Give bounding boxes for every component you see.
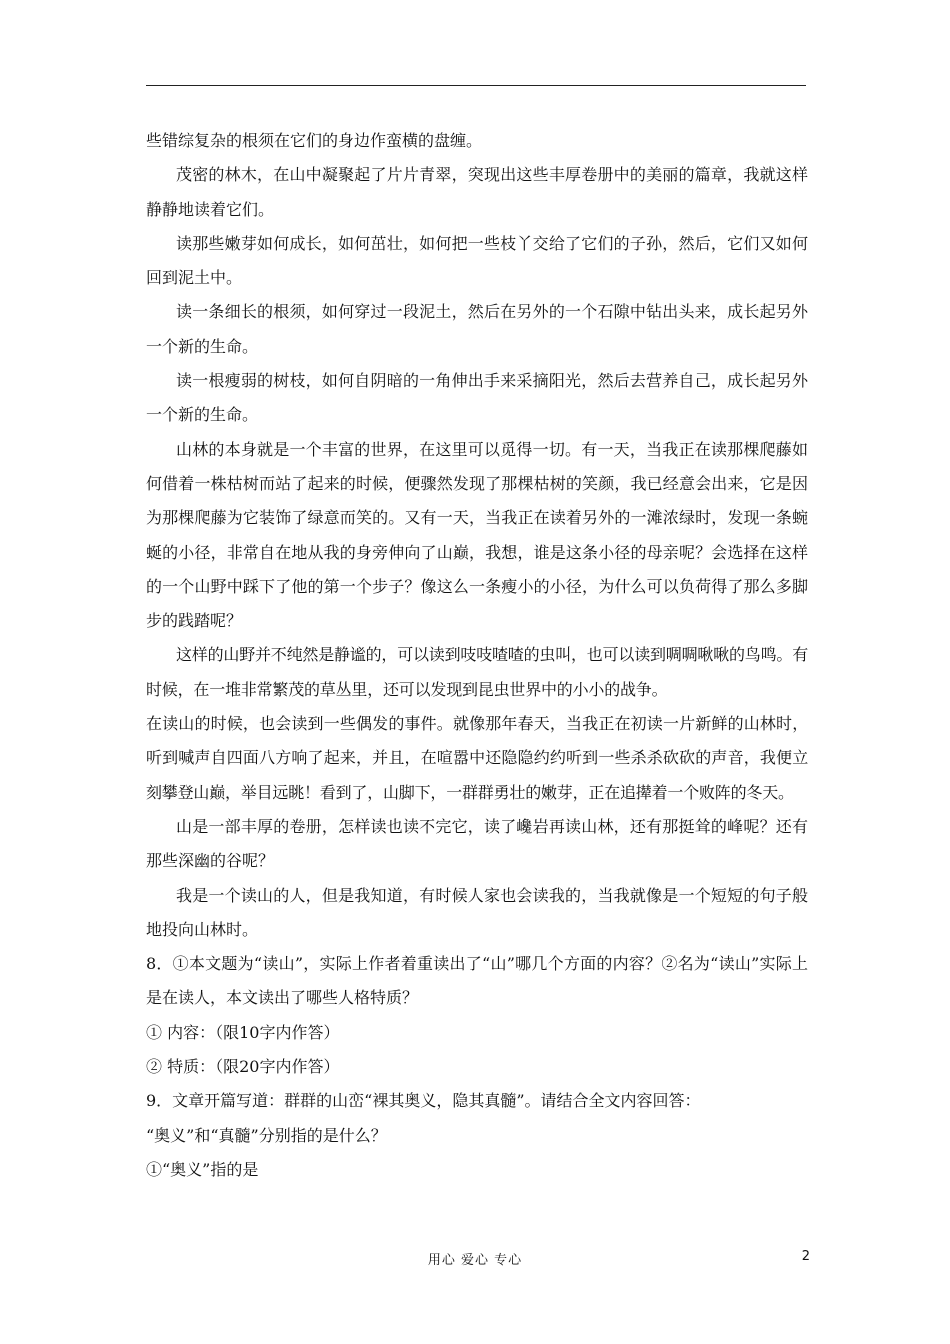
paragraph-reader: 我是一个读山的人，但是我知道，有时候人家也会读我的，当我就像是一个短短的句子般地投向山林时。 bbox=[146, 885, 808, 939]
paragraph-events: 在读山的时候，也会读到一些偶发的事件。就像那年春天，当我正在初读一片新鲜的山林时，听到喊声自四面八方响了起来，并且，在喧嚣中还隐隐约约听到一些杀杀砍砍的声音，我便立刻攀登山巅，举目远眺！看到了，山脚下，一群群勇壮的嫩芽，正在追撵着一个败阵的冬天。 bbox=[146, 714, 808, 802]
paragraph-forest: 茂密的林木，在山中凝聚起了片片青翠，突现出这些丰厚卷册中的美丽的篇章，我就这样静静地读着它们。 bbox=[146, 165, 808, 219]
question-8-part-2: ② 特质：（限20字内作答） bbox=[146, 1057, 340, 1077]
paragraph-roots: 读一条细长的根须，如何穿过一段泥土，然后在另外的一个石隙中钻出头来，成长起另外一个新的生命。 bbox=[146, 302, 808, 356]
document-body bbox=[146, 124, 808, 1187]
page-number: 2 bbox=[801, 1249, 810, 1264]
paragraph-sprouts: 读那些嫩芽如何成长，如何茁壮，如何把一些枝丫交给了它们的子孙，然后，它们又如何回到泥土中。 bbox=[146, 233, 808, 288]
question-9: 9．文章开篇写道：群群的山峦“裸其奥义，隐其真髓”。请结合全文内容回答： bbox=[146, 1091, 701, 1111]
question-8-part-1: ① 内容：（限10字内作答） bbox=[146, 1022, 340, 1042]
paragraph-branch: 读一根瘦弱的树枝，如何自阴暗的一角伸出手来采摘阳光，然后去营养自己，成长起另外一个新的生命。 bbox=[146, 371, 808, 425]
paragraph-scroll: 山是一部丰厚的卷册，怎样读也读不完它，读了巉岩再读山林，还有那挺耸的峰呢？还有那些深幽的谷呢？ bbox=[146, 816, 808, 871]
footer-motto: 用心 爱心 专心 bbox=[427, 1253, 523, 1268]
paragraph-insects: 这样的山野并不纯然是静谧的，可以读到吱吱喳喳的虫叫，也可以读到啁啁啾啾的鸟鸣。有时候，在一堆非常繁茂的草丛里，还可以发现到昆虫世界中的小小的战争。 bbox=[146, 645, 809, 699]
question-9-part-1: ①“奥义”指的是 bbox=[146, 1159, 259, 1179]
question-9-subprompt: “奥义”和“真髓”分别指的是什么？ bbox=[146, 1125, 387, 1145]
question-8: 8．①本文题为“读山”，实际上作者着重读出了“山”哪几个方面的内容？②名为“读山”实际上是在读人，本文读出了哪些人格特质？ bbox=[146, 954, 808, 1008]
paragraph-continuation: 些错综复杂的根须在它们的身边作蛮横的盘缠。 bbox=[146, 131, 483, 150]
paragraph-mountain-world: 山林的本身就是一个丰富的世界，在这里可以觅得一切。有一天，当我正在读那棵爬藤如何借着一株枯树而站了起来的时候，便骤然发现了那棵枯树的笑颜，我已经意会出来，它是因为那棵爬藤为它装饰了绿意而笑的。又有一天，当我正在读着另外的一滩浓绿时，发现一条蜿蜒的小径，非常自在地从我的身旁伸向了山巅，我想，谁是这条小径的母亲呢？会选择在这样的一个山野中踩下了他的第一个步子？像这么一条瘦小的小径，为什么可以负荷得了那么多脚步的践踏呢？ bbox=[146, 439, 808, 631]
header-rule bbox=[146, 85, 806, 86]
